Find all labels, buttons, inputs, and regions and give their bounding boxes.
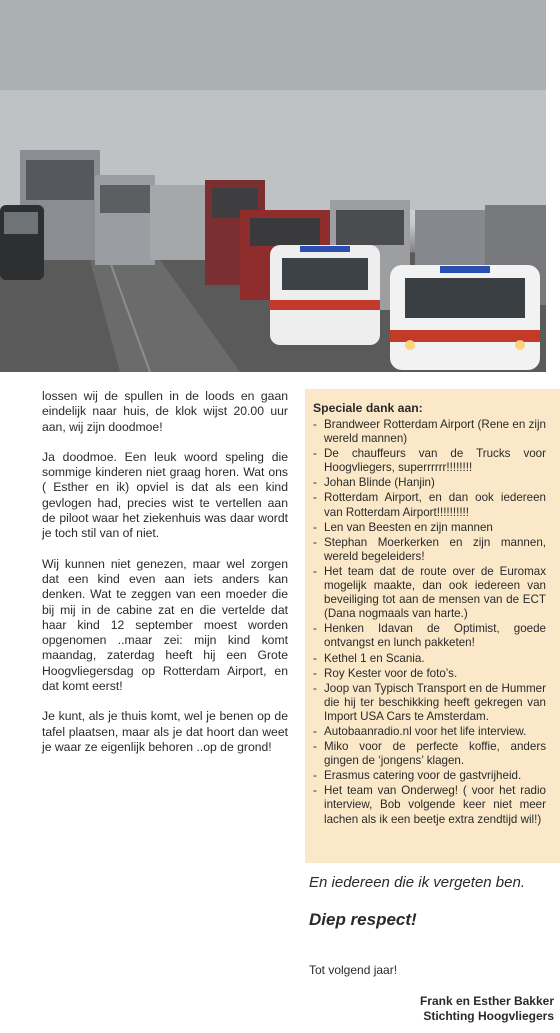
- list-item: - Het team van Onderweg! ( voor het radio interview, Bob volgende keer niet meer lachen als ik een beetje extra zendtijd wil!): [313, 784, 546, 826]
- thanks-box: [305, 389, 560, 863]
- list-item: - Miko voor de perfecte koffie, anders gingen de ‘jongens’ klagen.: [313, 740, 546, 768]
- signature-org: Stichting Hoogvliegers: [423, 1009, 554, 1023]
- list-item: - Stephan Moerkerken en zijn mannen, wereld begeleiders!: [313, 536, 546, 564]
- article-left-column: [42, 389, 288, 770]
- list-item: - Henken Idavan de Optimist, goede ontvangst en lunch pakketen!: [313, 622, 546, 650]
- paragraph-1: lossen wij de spullen in de loods en gaan eindelijk naar huis, de klok wijst 20.00 uur aan, wij zijn doodmoe!: [42, 389, 288, 434]
- signature: [420, 994, 554, 1024]
- list-item: - De chauffeurs van de Trucks voor Hoogvliegers, superrrrrr!!!!!!!!: [313, 447, 546, 475]
- convoy-photo-illustration: [0, 0, 546, 372]
- list-item: - Len van Beesten en zijn mannen: [313, 521, 546, 535]
- farewell-line: Tot volgend jaar!: [309, 963, 398, 977]
- signature-name: Frank en Esther Bakker: [419, 994, 554, 1008]
- list-item: - Het team dat de route over de Euromax mogelijk maakte, dan ook iedereen van beveiliging tot aan de mensen van de ECT (Dana nogmaals van harte.): [313, 565, 546, 621]
- paragraph-3: Wij kunnen niet genezen, maar wel zorgen dat een kind even aan iets anders kan denken. Wat te zeggen van een moeder die bij mij in de cabine zat en die vertelde dat haar kind 12 september moest worden opgenomen ..maar zei: mijn kind komt maandag, zaterdag heeft hij een Grote Hoogvliegersdag op Rotterdam Airport, en dat komt eerst!: [42, 556, 288, 694]
- paragraph-2: Ja doodmoe. Een leuk woord speling die sommige kinderen niet graag horen. Wat ons ( Esther en ik) opviel is dat als een kind gevlogen had, precies wist te vertellen aan de piloot waar het ziekenhuis was daar wordt je toch stil van of niet.: [42, 449, 288, 541]
- list-item: - Rotterdam Airport, en dan ook iedereen van Rotterdam Airport!!!!!!!!!!: [313, 491, 546, 519]
- list-item: - Autobaanradio.nl voor het life interview.: [313, 725, 546, 739]
- closing-line: En iedereen die ik vergeten ben.: [309, 874, 525, 891]
- list-item: - Johan Blinde (Hanjin): [313, 476, 546, 490]
- list-item: - Erasmus catering voor de gastvrijheid.: [313, 769, 546, 783]
- list-item: - Kethel 1 en Scania.: [313, 652, 546, 666]
- list-item: - Brandweer Rotterdam Airport (Rene en zijn wereld mannen): [313, 418, 546, 446]
- list-item: - Joop van Typisch Transport en de Hummer die hij ter beschikking heeft gekregen van Import USA Cars te Amsterdam.: [313, 682, 546, 724]
- respect-heading: Diep respect!: [309, 910, 417, 929]
- paragraph-4: Je kunt, als je thuis komt, wel je benen op de tafel plaatsen, maar als je dat hoort dan weet je waar ze eigenlijk behoren ..op de grond!: [42, 709, 288, 754]
- thanks-list: [313, 418, 546, 827]
- convoy-photo: [0, 0, 546, 372]
- list-item: - Roy Kester voor de foto’s.: [313, 667, 546, 681]
- thanks-title: Speciale dank aan:: [313, 401, 423, 415]
